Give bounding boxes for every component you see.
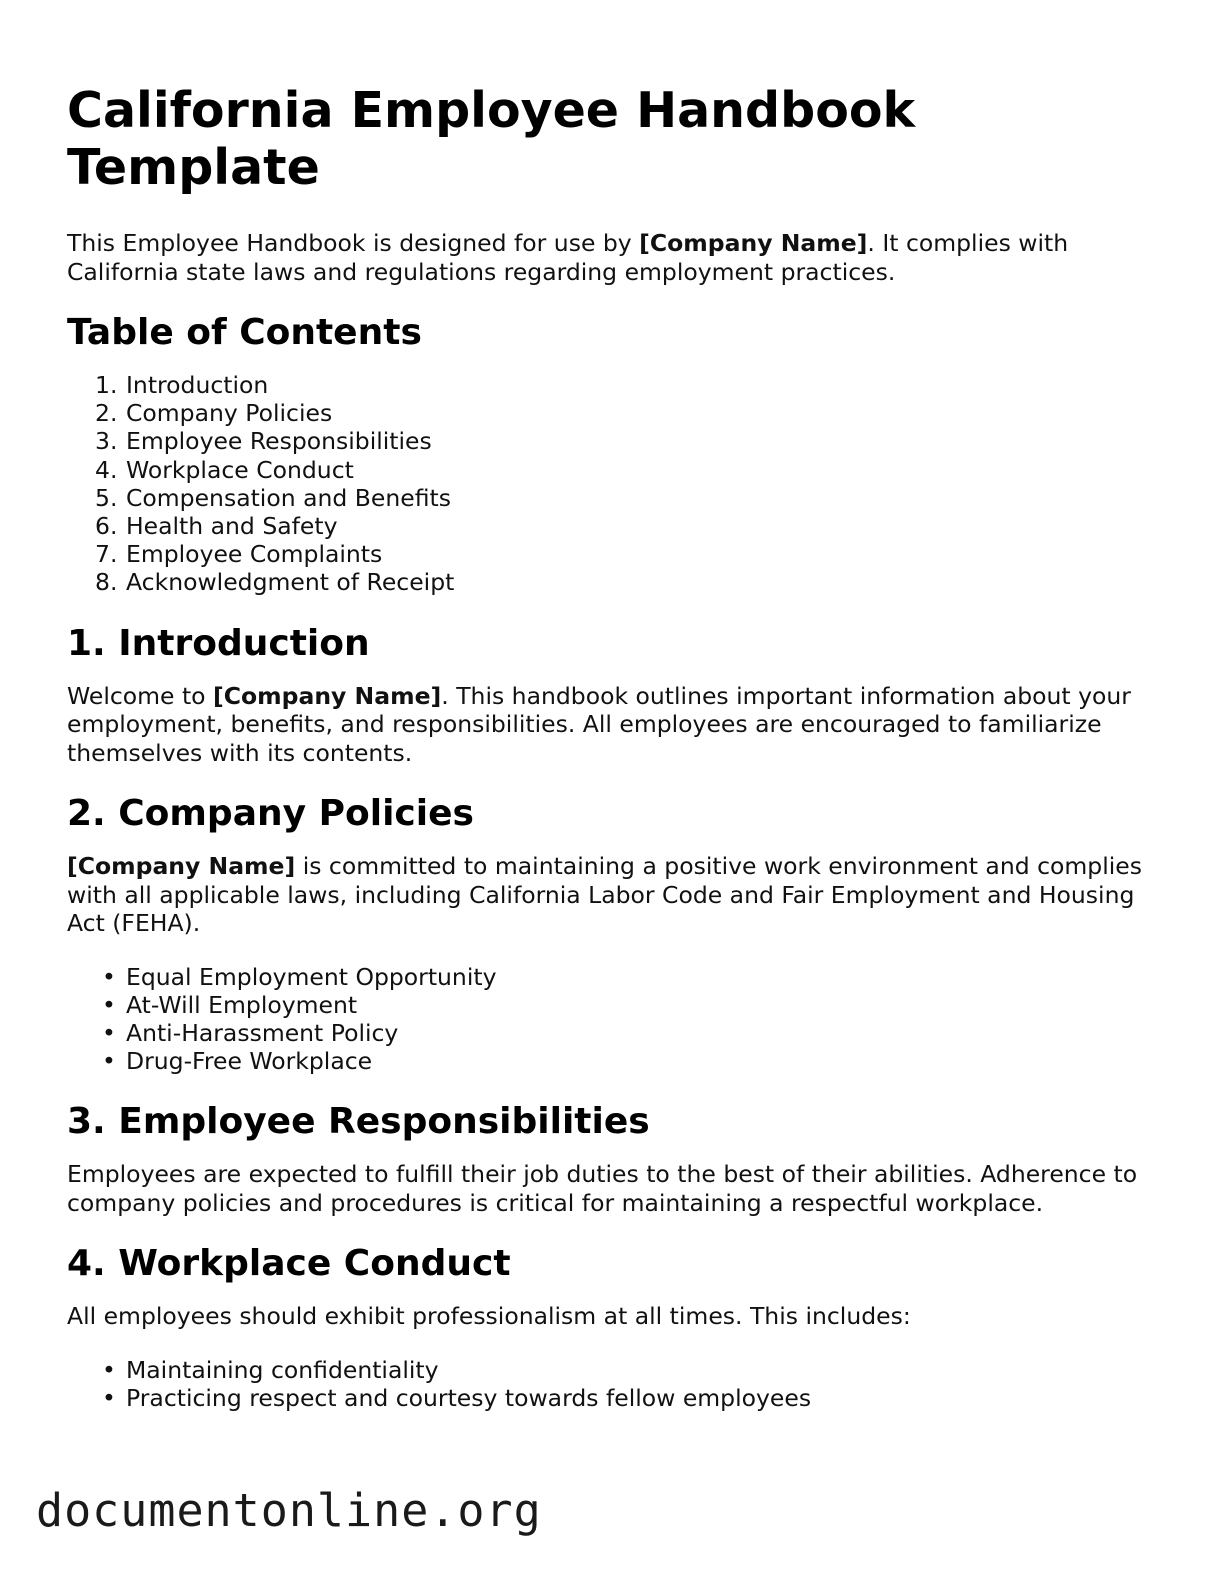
toc-item [95, 512, 1167, 541]
toc-item-number: 3. [95, 427, 118, 456]
watermark: documentonline.org [36, 1484, 542, 1537]
bullet-icon: • [102, 1047, 116, 1076]
list-item [102, 1047, 1167, 1076]
intro-paragraph [67, 229, 1167, 286]
toc-item-label: Health and Safety [126, 512, 338, 541]
section-introduction-text-after: . This handbook outlines important information about your employment, benefits, and responsibilities. All employees are encouraged to familiarize themselves with its contents. [67, 681, 1131, 767]
list-item-text: Practicing respect and courtesy towards fellow employees [126, 1384, 812, 1413]
section-introduction-text-before: Welcome to [67, 681, 214, 710]
toc-item [95, 540, 1167, 569]
section-introduction-heading: 1. Introduction [67, 622, 370, 664]
section-introduction-text [67, 682, 1167, 768]
toc-item-label: Company Policies [126, 399, 333, 428]
toc-item [95, 399, 1167, 428]
section-policies-text [67, 852, 1167, 938]
page-title: California Employee Handbook Template [67, 82, 916, 196]
list-item [102, 990, 1167, 1019]
toc-item-number: 2. [95, 399, 118, 428]
company-name-placeholder: [Company Name] [213, 681, 442, 710]
toc-item-label: Acknowledgment of Receipt [126, 568, 455, 597]
toc-item-label: Employee Complaints [126, 540, 383, 569]
intro-text-after: . It complies with California state laws and regulations regarding employment practices. [67, 229, 1069, 286]
list-item-text: Drug-Free Workplace [126, 1047, 373, 1076]
toc-item-number: 5. [95, 483, 118, 512]
toc-item-number: 7. [95, 540, 118, 569]
toc-item-label: Compensation and Benefits [126, 483, 451, 512]
toc-item-number: 4. [95, 455, 118, 484]
toc-item [95, 455, 1167, 484]
section-responsibilities-text: Employees are expected to fulfill their job duties to the best of their abilities. Adherence to company policies and procedures is critical for maintaining a respectful workplace. [67, 1160, 1138, 1217]
toc-item-label: Employee Responsibilities [126, 427, 432, 456]
bullet-icon: • [102, 1384, 116, 1413]
toc-item-number: 8. [95, 568, 118, 597]
list-item-text: Maintaining confidentiality [126, 1355, 439, 1384]
intro-text-before: This Employee Handbook is designed for use by [67, 229, 640, 257]
list-item-text: Anti-Harassment Policy [126, 1019, 399, 1048]
list-item [102, 1384, 1167, 1413]
toc-item-label: Workplace Conduct [126, 455, 354, 484]
bullet-icon: • [102, 1355, 116, 1384]
toc-list [67, 371, 1167, 597]
policies-list [67, 963, 1167, 1076]
conduct-list [67, 1356, 1167, 1412]
list-item-text: At-Will Employment [126, 990, 358, 1019]
toc-heading: Table of Contents [67, 312, 422, 353]
toc-item-number: 6. [95, 512, 118, 541]
bullet-icon: • [102, 962, 116, 991]
section-policies-text-after: is committed to maintaining a positive work environment and complies with all applicable laws, including California Labor Code and Fair Employment and Housing Act (FEHA). [67, 852, 1142, 938]
toc-item [95, 483, 1167, 512]
company-name-placeholder: [Company Name] [639, 229, 868, 257]
list-item-text: Equal Employment Opportunity [126, 962, 497, 991]
toc-item [95, 371, 1167, 399]
section-conduct-text: All employees should exhibit professionalism at all times. This includes: [67, 1302, 911, 1331]
section-policies-heading: 2. Company Policies [67, 793, 474, 835]
list-item [102, 962, 1167, 991]
section-responsibilities-heading: 3. Employee Responsibilities [67, 1101, 650, 1143]
toc-item-number: 1. [95, 371, 118, 399]
list-item [102, 1355, 1167, 1384]
bullet-icon: • [102, 1019, 116, 1048]
toc-item-label: Introduction [126, 371, 269, 399]
toc-item [95, 568, 1167, 597]
toc-item [95, 427, 1167, 456]
list-item [102, 1019, 1167, 1048]
document-page [67, 82, 1167, 1437]
company-name-placeholder: [Company Name] [67, 852, 296, 881]
section-conduct-heading: 4. Workplace Conduct [67, 1243, 511, 1285]
bullet-icon: • [102, 990, 116, 1019]
